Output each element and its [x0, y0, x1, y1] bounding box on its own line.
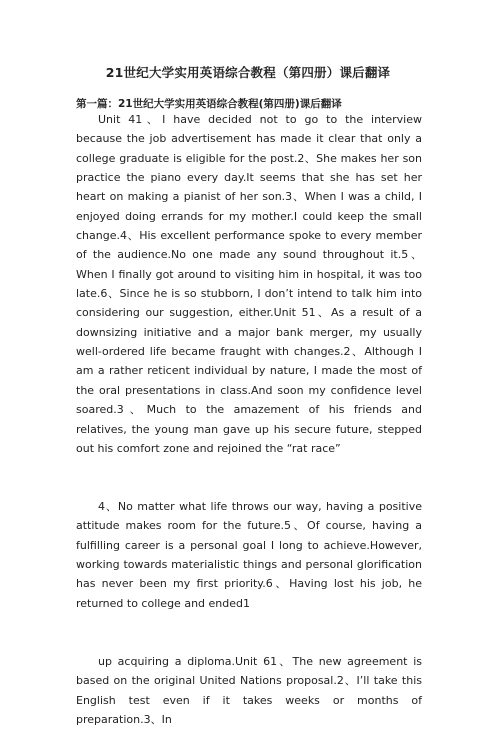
body-paragraph: up acquiring a diploma.Unit 61、The new agreement is based on the original United Nations proposal.2、I’ll take this English test even if it takes weeks or months of preparation.3、In — [76, 655, 422, 727]
body-paragraph: Unit 41、I have decided not to go to the interview because the job advertisement has made it clear that only a college graduate is eligible for the post.2、She makes her son practice the piano every day.It seems that she has set her heart on making a pianist of her son.3、When I was a child, I enjoyed doing errands for my mother.I could keep the small change.4、His excellent performance spoke to every member of the audience.No one made any sound throughout it.5、When I finally got around to visiting him in hospital, it was too late.6、Since he is so stubborn, I don’t intend to talk him into considering our suggestion, either.Unit 51、As a result of a downsizing initiative and a major bank merger, my usually well-ordered life became fraught with changes.2、Although I am a rather reticent individual by nature, I made the most of the oral presentations in class.And soon my confidence level soared.3、Much to the amazement of his friends and relatives, the young man gave up his secure future, stepped out his comfort zone and rejoined the “rat race” — [76, 113, 422, 455]
document-title: 21世纪大学实用英语综合教程（第四册）课后翻译 — [105, 65, 391, 80]
section-heading: 第一篇：21世纪大学实用英语综合教程(第四册)课后翻译 — [76, 98, 342, 110]
body-paragraph: 4、No matter what life throws our way, having a positive attitude makes room for the future.5、Of course, having a fulfilling career is a personal goal I long to achieve.However, working towards materialistic things and personal glorification has never been my first priority.6、Having lost his job, he returned to college and ended1 — [76, 500, 422, 610]
